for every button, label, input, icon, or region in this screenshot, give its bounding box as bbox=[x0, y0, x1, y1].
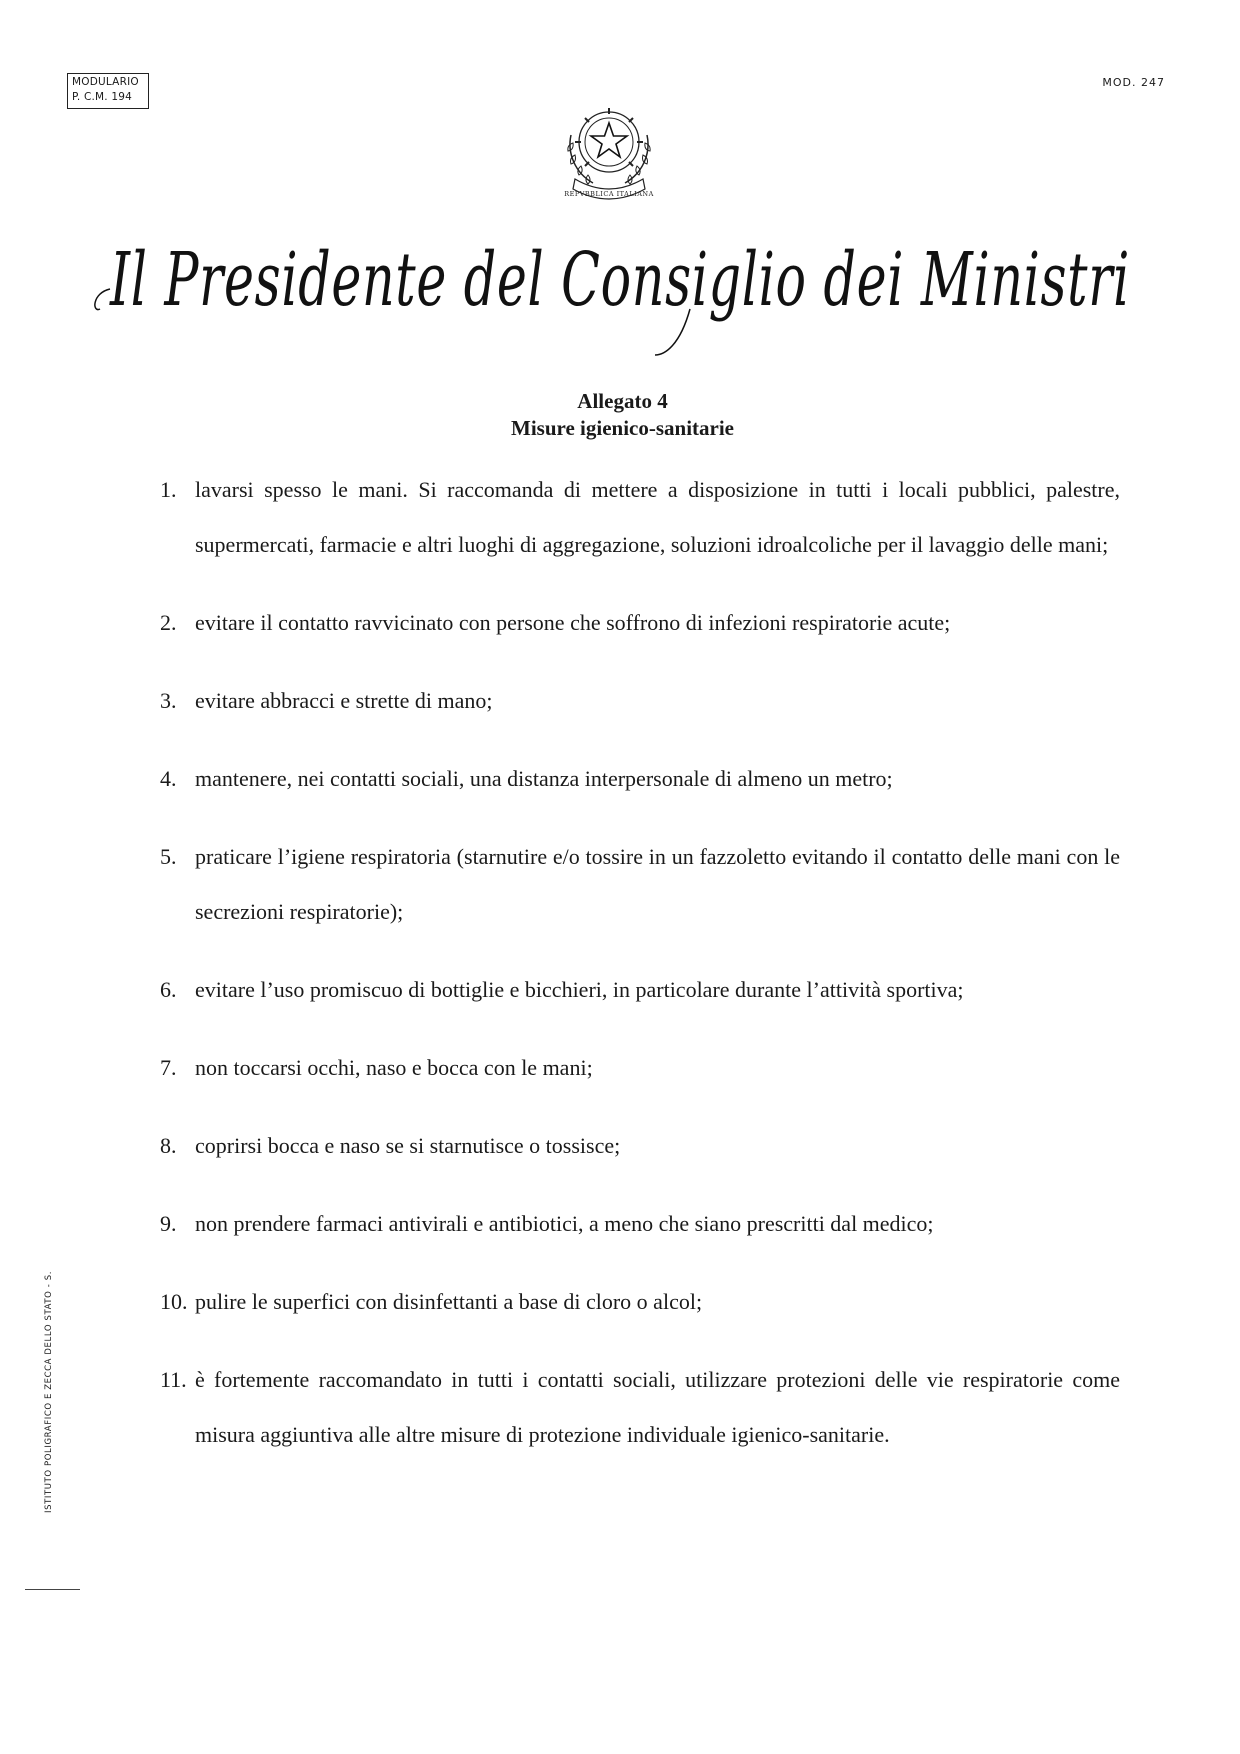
item-text: evitare l’uso promiscuo di bottiglie e bicchieri, in particolare durante l’attività sportiva; bbox=[195, 977, 964, 1002]
list-item bbox=[160, 595, 1120, 650]
measures-list bbox=[160, 462, 1120, 1485]
office-title-heading bbox=[80, 205, 1160, 365]
list-item bbox=[160, 1118, 1120, 1173]
list-item bbox=[160, 1274, 1120, 1329]
annex-label: Allegato 4 bbox=[577, 389, 668, 413]
list-item bbox=[160, 1040, 1120, 1095]
list-item bbox=[160, 962, 1120, 1017]
item-number: 6. bbox=[160, 977, 177, 1002]
list-item bbox=[160, 1352, 1120, 1462]
item-text: non prendere farmaci antivirali e antibiotici, a meno che siano prescritti dal medico; bbox=[195, 1211, 934, 1236]
printer-imprint: ISTITUTO POLIGRAFICO E ZECCA DELLO STATO - S. bbox=[44, 1270, 54, 1513]
list-item bbox=[160, 751, 1120, 806]
list-item bbox=[160, 1196, 1120, 1251]
form-code-line1: MODULARIO bbox=[72, 76, 139, 88]
item-text: non toccarsi occhi, naso e bocca con le mani; bbox=[195, 1055, 593, 1080]
form-code-box bbox=[67, 73, 149, 109]
item-text: evitare il contatto ravvicinato con persone che soffrono di infezioni respiratorie acute; bbox=[195, 610, 951, 635]
item-number: 7. bbox=[160, 1055, 177, 1080]
form-code-line2: P. C.M. 194 bbox=[72, 91, 133, 103]
item-number: 2. bbox=[160, 610, 177, 635]
item-number: 1. bbox=[160, 477, 177, 502]
item-number: 5. bbox=[160, 844, 177, 869]
item-number: 8. bbox=[160, 1133, 177, 1158]
item-text: è fortemente raccomandato in tutti i contatti sociali, utilizzare protezioni delle vie respiratorie come misura aggiuntiva alle altre misure di protezione individuale igienico-sanitarie. bbox=[195, 1367, 1120, 1447]
italian-republic-emblem-icon bbox=[553, 95, 665, 207]
item-text: pulire le superfici con disinfettanti a base di cloro o alcol; bbox=[195, 1289, 703, 1314]
item-number: 4. bbox=[160, 766, 177, 791]
office-title: Il Presidente del Consiglio dei Ministri bbox=[108, 237, 1130, 323]
model-code: MOD. 247 bbox=[1102, 76, 1165, 89]
item-text: praticare l’igiene respiratoria (starnutire e/o tossire in un fazzoletto evitando il contatto delle mani con le secrezioni respiratorie); bbox=[195, 844, 1120, 924]
item-text: coprirsi bocca e naso se si starnutisce o tossisce; bbox=[195, 1133, 621, 1158]
emblem-inscription: REPVBBLICA ITALIANA bbox=[564, 190, 654, 198]
list-item bbox=[160, 829, 1120, 939]
list-item bbox=[160, 673, 1120, 728]
item-number: 11. bbox=[160, 1367, 187, 1392]
annex-heading bbox=[0, 388, 1240, 442]
item-number: 3. bbox=[160, 688, 177, 713]
item-text: mantenere, nei contatti sociali, una distanza interpersonale di almeno un metro; bbox=[195, 766, 893, 791]
margin-rule bbox=[25, 1589, 80, 1590]
item-number: 10. bbox=[160, 1289, 188, 1314]
item-text: evitare abbracci e strette di mano; bbox=[195, 688, 493, 713]
list-item bbox=[160, 462, 1120, 572]
item-number: 9. bbox=[160, 1211, 177, 1236]
annex-title: Misure igienico-sanitarie bbox=[511, 416, 734, 440]
item-text: lavarsi spesso le mani. Si raccomanda di mettere a disposizione in tutti i locali pubblici, palestre, supermercati, farmacie e altri luoghi di aggregazione, soluzioni idroalcoliche per il lavaggio delle mani; bbox=[195, 477, 1120, 557]
